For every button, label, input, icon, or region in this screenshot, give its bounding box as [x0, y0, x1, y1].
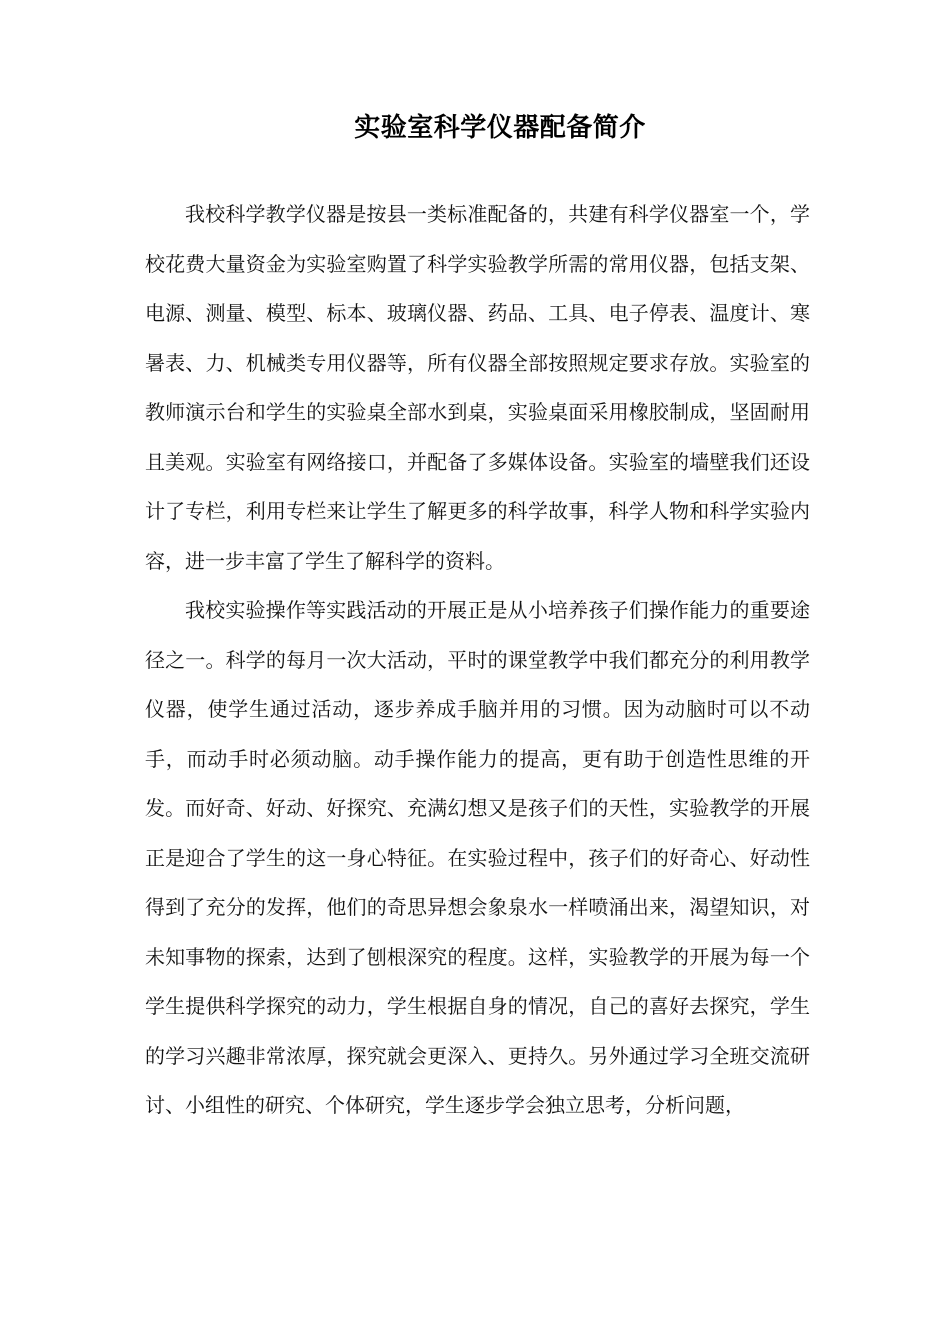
document-title: 实验室科学仪器配备简介 [354, 113, 646, 143]
paragraph-1: 我校科学教学仪器是按县一类标准配备的，共建有科学仪器室一个，学校花费大量资金为实验室购置了科学实验教学所需的常用仪器，包括支架、电源、测量、模型、标本、玻璃仪器、药品、工具、电子停表、温度计、寒暑表、力、机械类专用仪器等，所有仪器全部按照规定要求存放。实验室的教师演示台和学生的实验桌全部水到桌，实验桌面采用橡胶制成，坚固耐用且美观。实验室有网络接口，并配备了多媒体设备。实验室的墙壁我们还设计了专栏，利用专栏来让学生了解更多的科学故事，科学人物和科学实验内容，进一步丰富了学生了解科学的资料。 [145, 202, 810, 573]
document-body [145, 190, 810, 1131]
paragraph-2: 我校实验操作等实践活动的开展正是从小培养孩子们操作能力的重要途径之一。科学的每月一次大活动，平时的课堂教学中我们都充分的利用教学仪器，使学生通过活动，逐步养成手脑并用的习惯。因为动脑时可以不动手，而动手时必须动脑。动手操作能力的提高，更有助于创造性思维的开发。而好奇、好动、好探究、充满幻想又是孩子们的天性，实验教学的开展正是迎合了学生的这一身心特征。在实验过程中，孩子们的好奇心、好动性得到了充分的发挥，他们的奇思异想会象泉水一样喷涌出来，渴望知识，对未知事物的探索，达到了刨根深究的程度。这样，实验教学的开展为每一个 学生提供科学探究的动力，学生根据自身的情况，自己的喜好去探究，学生的学习兴趣非常浓厚，探究就会更深入、更持久。另外通过学习全班交流研讨、小组性的研究、个体研究，学生逐步学会独立思考，分析问题， [145, 598, 810, 1117]
